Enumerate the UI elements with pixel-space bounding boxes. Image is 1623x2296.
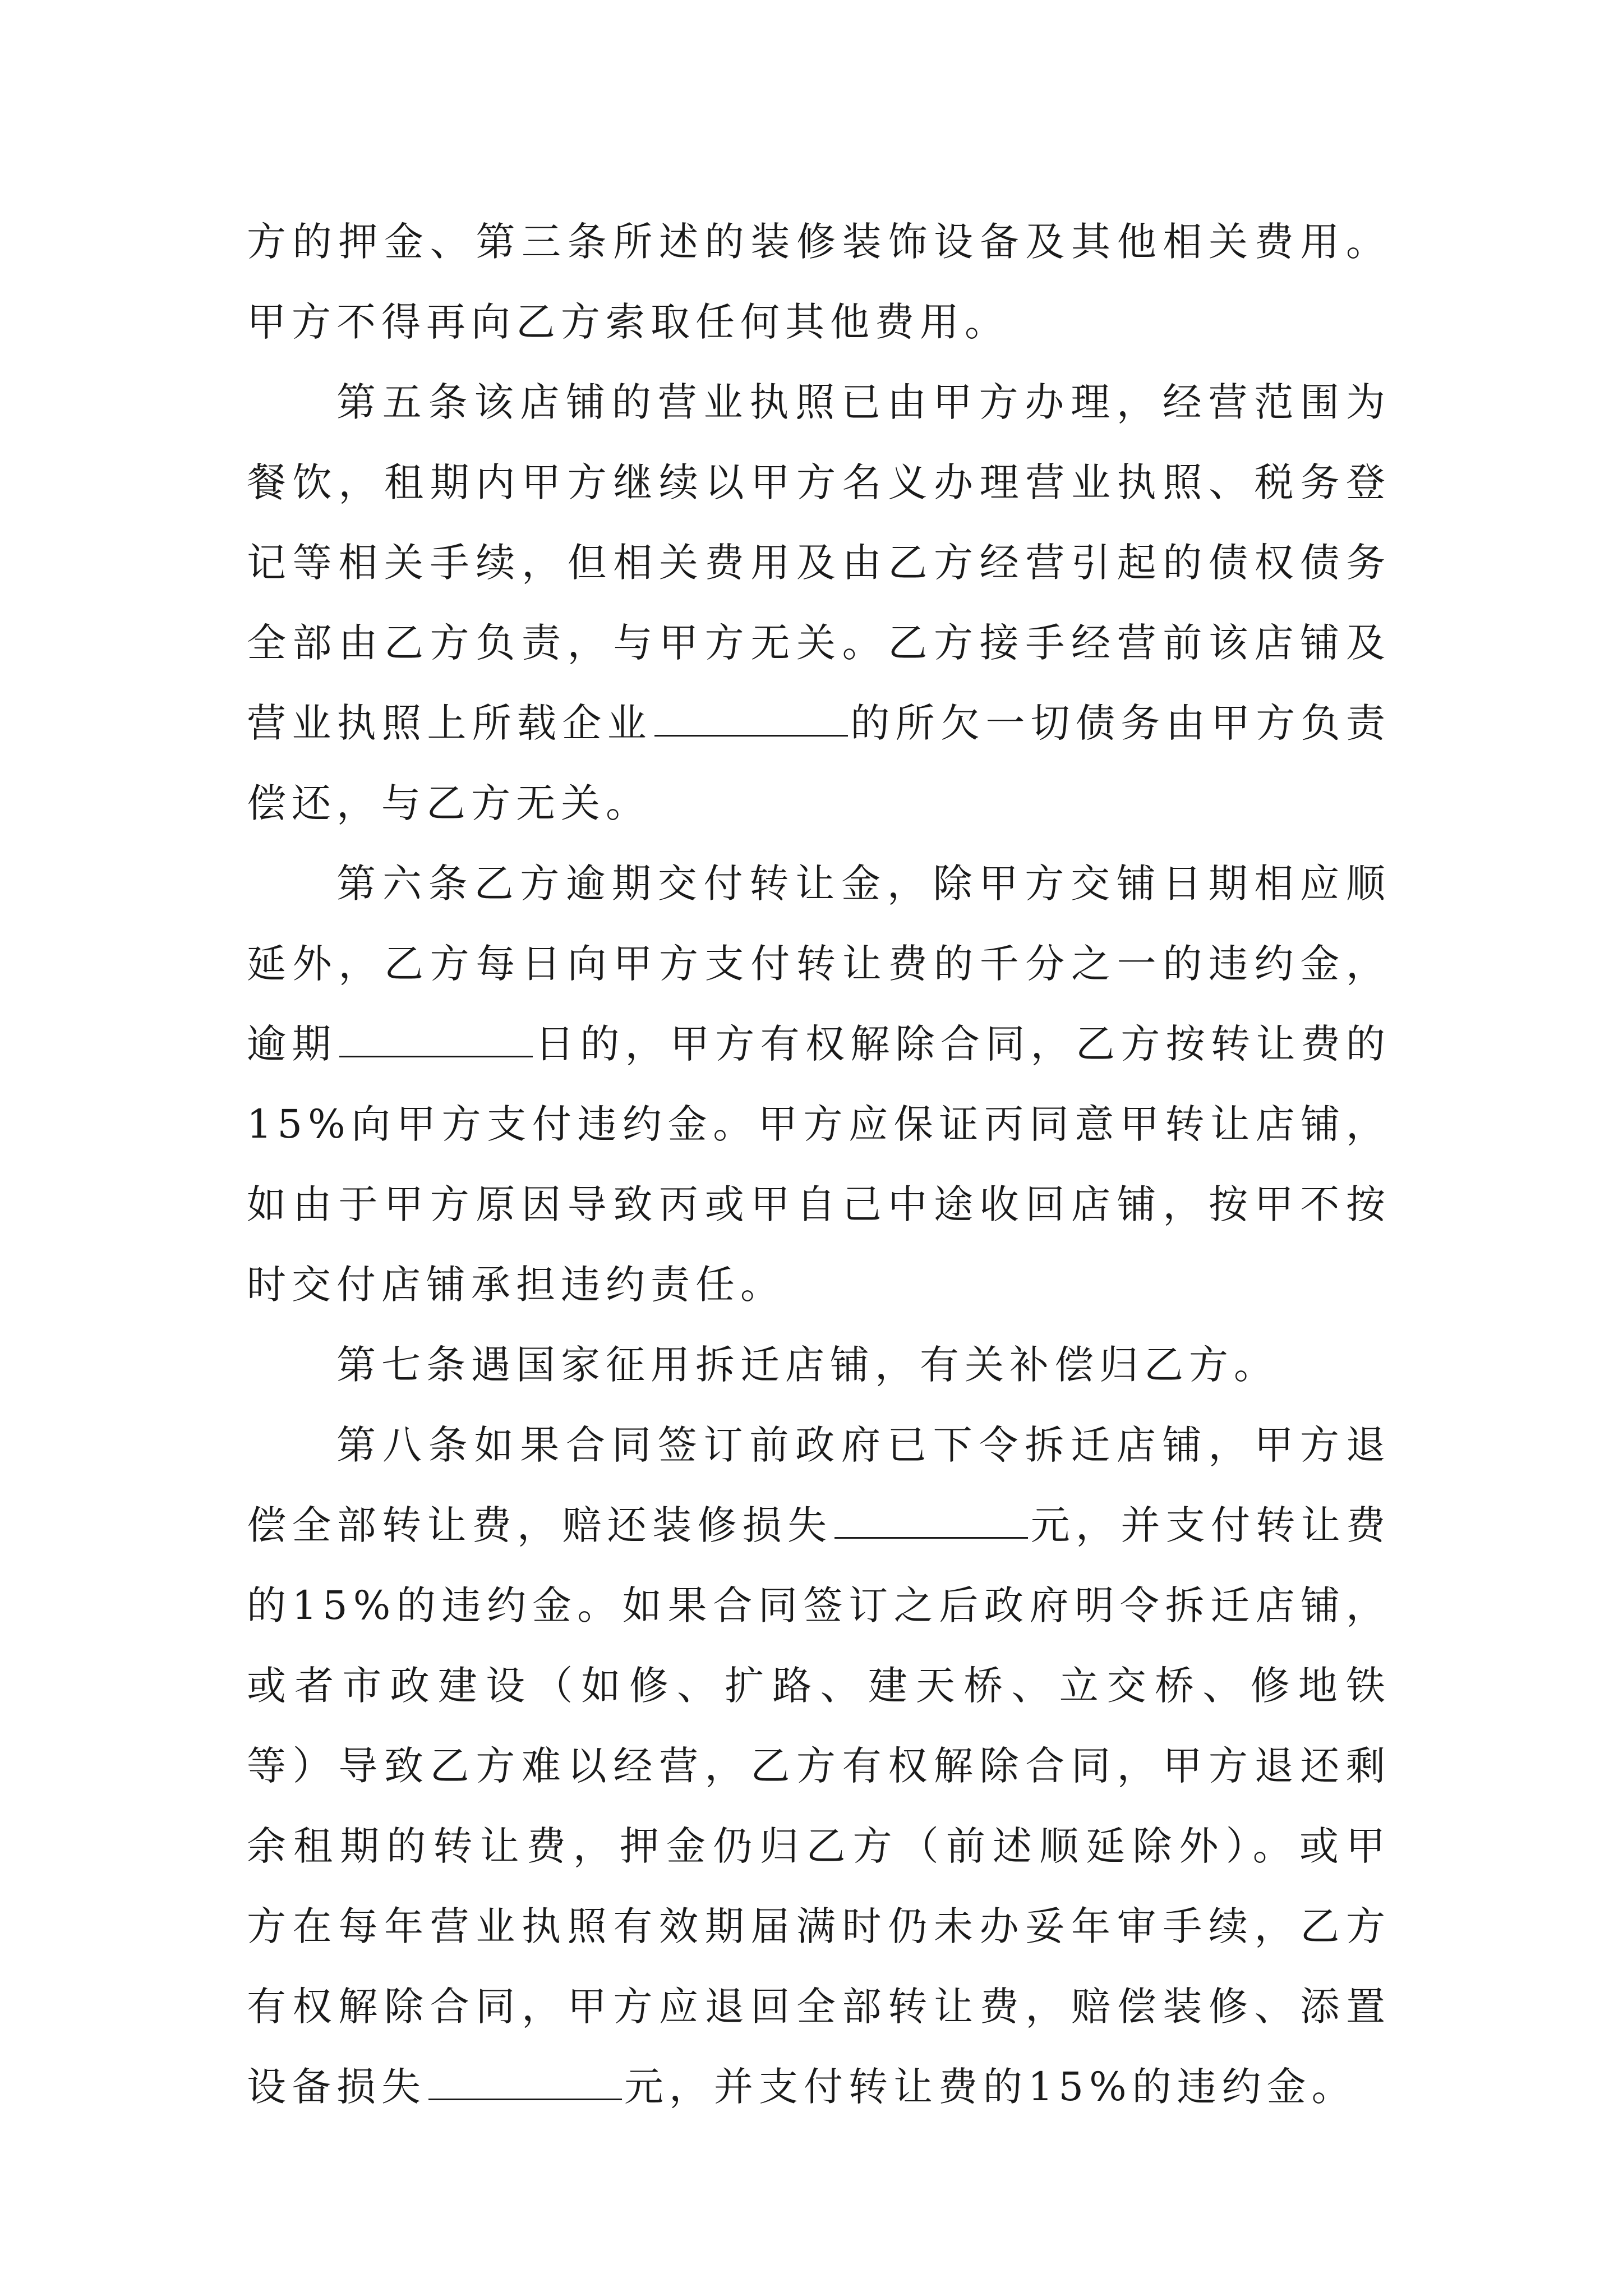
paragraph-continuation [247, 202, 1391, 362]
fill-in-blank [834, 1502, 1028, 1539]
document-body [247, 202, 1391, 2127]
fill-in-blank [654, 700, 848, 737]
paragraph-article-8 [247, 1405, 1391, 2127]
paragraph-text: 元，并支付转让费的15%的违约金。如果合同签订之后政府明令拆迁店铺，或者市政建设（如修、扩路、建天桥、立交桥、修地铁等）导致乙方难以经营，乙方有权解除合同，甲方退还剩余租期的转让费，押金仍归乙方（前述顺延除外）。或甲方在每年营业执照有效期届满时仍未办妥年审手续，乙方有权解除合同，甲方应退回全部转让费，赔偿装修、添置设备损失 [247, 1502, 1391, 2110]
paragraph-text: 方的押金、第三条所述的装修装饰设备及其他相关费用。甲方不得再向乙方索取任何其他费用。 [247, 219, 1391, 345]
paragraph-text: 元，并支付转让费的15%的违约金。 [624, 2064, 1357, 2110]
paragraph-text: 第六条乙方逾期交付转让金，除甲方交铺日期相应顺延外，乙方每日向甲方支付转让费的千分之一的违约金，逾期 [247, 861, 1391, 1067]
paragraph-text: 第五条该店铺的营业执照已由甲方办理，经营范围为餐饮，租期内甲方继续以甲方名义办理营业执照、税务登记等相关手续，但相关费用及由乙方经营引起的债权债务全部由乙方负责，与甲方无关。乙方接手经营前该店铺及营业执照上所载企业 [247, 379, 1391, 746]
paragraph-text: 第七条遇国家征用拆迁店铺，有关补偿归乙方。 [336, 1342, 1279, 1388]
fill-in-blank [339, 1021, 533, 1057]
paragraph-article-5 [247, 362, 1391, 844]
paragraph-text: 日的，甲方有权解除合同，乙方按转让费的15%向甲方支付违约金。甲方应保证丙同意甲转让店铺，如由于甲方原因导致丙或甲自己中途收回店铺，按甲不按时交付店铺承担违约责任。 [247, 1021, 1391, 1308]
paragraph-text: 的所欠一切债务由甲方负责偿还，与乙方无关。 [247, 700, 1391, 826]
paragraph-article-6 [247, 844, 1391, 1325]
paragraph-text: 第八条如果合同签订前政府已下令拆迁店铺，甲方退偿全部转让费，赔还装修损失 [247, 1422, 1391, 1548]
fill-in-blank [428, 2064, 622, 2100]
paragraph-article-7 [247, 1325, 1391, 1405]
